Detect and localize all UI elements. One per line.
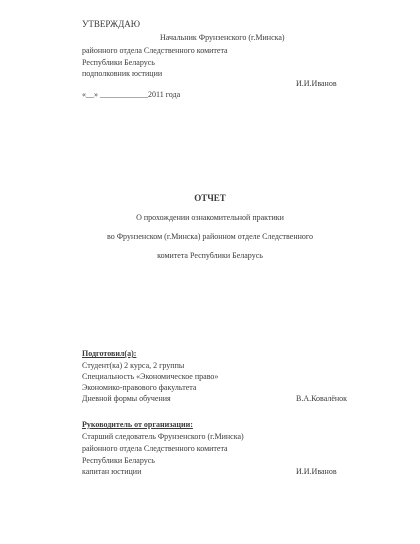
- report-subtitle-line3: комитета Республики Беларусь: [157, 251, 263, 260]
- student-name: В.А.Ковалёнок: [296, 394, 348, 403]
- approval-date-line: «__» ____________2011 года: [82, 90, 181, 99]
- student-line3: Экономико-правового факультета: [82, 383, 197, 392]
- report-subtitle-line2: во Фрунзенском (г.Минска) районном отделе Следственного: [107, 232, 313, 241]
- supervisor-heading: Руководитель от организации:: [82, 420, 193, 429]
- approval-heading: УТВЕРЖДАЮ: [82, 19, 141, 29]
- supervisor-line4: капитан юстиции: [82, 467, 142, 476]
- supervisor-name: И.И.Иванов: [296, 467, 337, 476]
- supervisor-line2: районного отдела Следственного комитета: [82, 444, 228, 453]
- student-line2: Специальность «Экономическое право»: [82, 372, 219, 381]
- student-heading: Подготовил(а):: [82, 349, 137, 358]
- supervisor-line3: Республики Беларусь: [82, 456, 155, 465]
- approval-official-line1: Начальник Фрунзенского (г.Минска): [160, 33, 285, 42]
- student-line1: Студент(ка) 2 курса, 2 группы: [82, 361, 185, 370]
- approval-official-line2: районного отдела Следственного комитета: [82, 46, 228, 55]
- approval-signature-name: И.И.Иванов: [296, 79, 337, 88]
- student-line4: Дневной формы обучения: [82, 394, 171, 403]
- report-subtitle-line1: О прохождении ознакомительной практики: [136, 213, 284, 222]
- approval-rank: подполковник юстиции: [82, 69, 163, 78]
- supervisor-line1: Старший следователь Фрунзенского (г.Минска): [82, 432, 244, 441]
- report-title: ОТЧЕТ: [194, 193, 226, 203]
- approval-official-line3: Республики Беларусь: [82, 58, 155, 67]
